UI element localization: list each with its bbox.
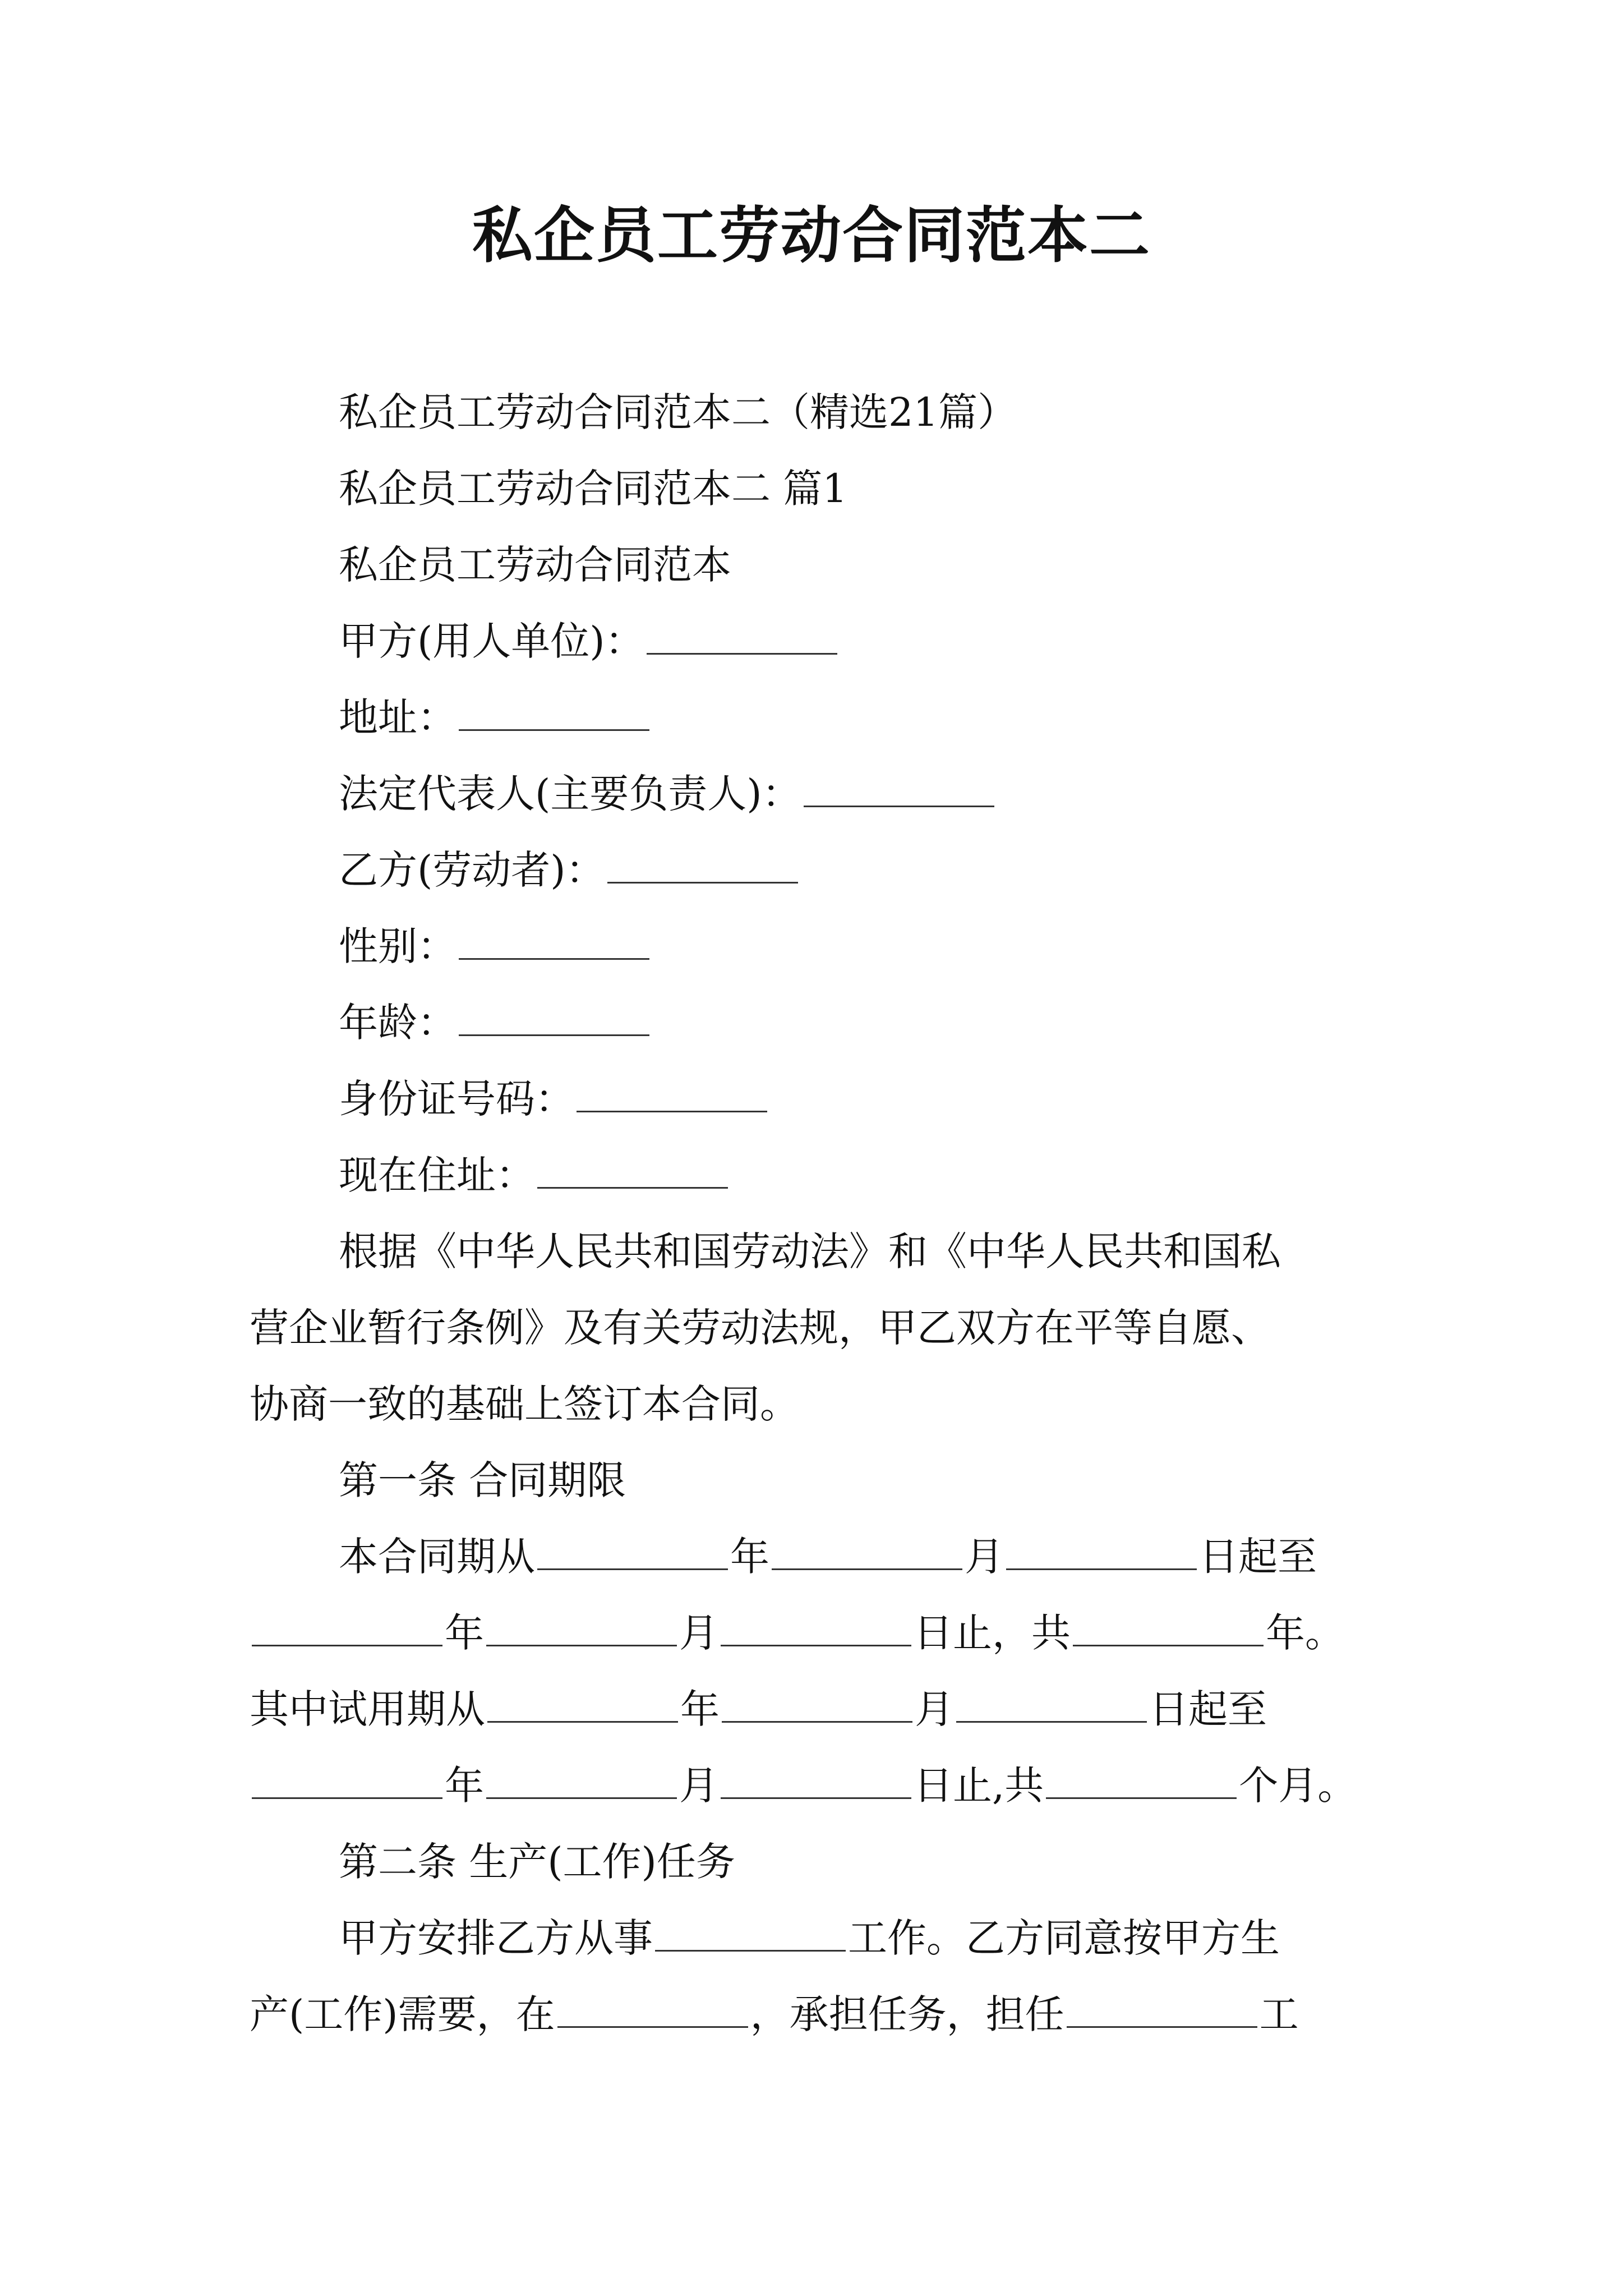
legal-rep-label: 法定代表人(主要负责人)： xyxy=(339,771,801,817)
article-2-heading: 第二条 生产(工作)任务 xyxy=(339,1839,735,1885)
total-years-blank[interactable] xyxy=(1073,1611,1264,1646)
party-a-label: 甲方(用人单位)： xyxy=(339,618,644,664)
job-type-blank[interactable] xyxy=(655,1916,846,1952)
legal-rep-blank[interactable] xyxy=(804,772,994,807)
article-2-line-2 xyxy=(250,1989,1299,2040)
party-a-field xyxy=(339,616,840,666)
work-text: 工 xyxy=(1259,1991,1299,2037)
article-2-line-1 xyxy=(339,1913,1280,1963)
month-text: 月 xyxy=(915,1686,954,1732)
article-1-line-3 xyxy=(250,1684,1267,1734)
probation-start-text: 其中试用期从 xyxy=(250,1686,485,1732)
probation-end-month-blank[interactable] xyxy=(486,1764,677,1799)
article-1-line-2 xyxy=(250,1608,1344,1658)
contract-name: 私企员工劳动合同范本 xyxy=(339,542,731,588)
party-b-label: 乙方(劳动者)： xyxy=(339,847,605,893)
work-location-blank[interactable] xyxy=(557,1993,748,2028)
age-label: 年龄： xyxy=(339,1000,457,1046)
day-from-text: 日起至 xyxy=(1199,1534,1317,1580)
year-text: 年 xyxy=(730,1534,769,1580)
assignment-text: 甲方安排乙方从事 xyxy=(339,1915,653,1961)
term-start-text: 本合同期从 xyxy=(339,1534,535,1580)
probation-end-year-blank[interactable] xyxy=(252,1764,442,1799)
id-number-label: 身份证号码： xyxy=(339,1076,574,1122)
start-month-blank[interactable] xyxy=(772,1535,962,1570)
article-1-line-1 xyxy=(339,1531,1317,1582)
document-title: 私企员工劳动合同范本二 xyxy=(472,200,1151,271)
address-label: 地址： xyxy=(339,694,457,740)
id-number-field xyxy=(339,1074,769,1124)
assignment-text-2: 工作。乙方同意按甲方生 xyxy=(848,1915,1280,1961)
year-text: 年 xyxy=(445,1763,484,1809)
month-text: 月 xyxy=(679,1610,718,1656)
gender-blank[interactable] xyxy=(459,924,649,960)
document-subtitle: 私企员工劳动合同范本二（精选21篇） xyxy=(339,389,1017,435)
gender-label: 性别： xyxy=(339,923,457,969)
end-day-blank[interactable] xyxy=(721,1611,911,1646)
preamble-line-1: 根据《中华人民共和国劳动法》和《中华人民共和国私 xyxy=(339,1228,1281,1274)
party-b-field xyxy=(339,845,800,895)
preamble-line-2: 营企业暂行条例》及有关劳动法规，甲乙双方在平等自愿、 xyxy=(250,1305,1270,1351)
id-number-blank[interactable] xyxy=(577,1077,767,1112)
address-blank[interactable] xyxy=(459,696,649,731)
party-b-blank[interactable] xyxy=(607,848,798,884)
task-text: ，承担任务，担任 xyxy=(750,1991,1064,2037)
months-end-text: 个月。 xyxy=(1239,1763,1357,1809)
current-address-field xyxy=(339,1150,730,1200)
year-text: 年 xyxy=(445,1610,484,1656)
probation-start-year-blank[interactable] xyxy=(487,1687,678,1723)
month-text: 月 xyxy=(965,1534,1004,1580)
gender-field xyxy=(339,921,652,972)
preamble-line-3: 协商一致的基础上签订本合同。 xyxy=(250,1381,799,1427)
start-year-blank[interactable] xyxy=(537,1535,728,1570)
section-heading: 私企员工劳动合同范本二 篇1 xyxy=(339,466,847,512)
probation-start-day-blank[interactable] xyxy=(956,1687,1147,1723)
age-field xyxy=(339,997,652,1048)
article-1-heading: 第一条 合同期限 xyxy=(339,1457,626,1503)
address-field xyxy=(339,692,652,743)
year-text: 年 xyxy=(680,1686,720,1732)
month-text: 月 xyxy=(679,1763,718,1809)
end-month-blank[interactable] xyxy=(486,1611,677,1646)
party-a-blank[interactable] xyxy=(647,619,837,655)
probation-end-day-blank[interactable] xyxy=(721,1764,911,1799)
probation-months-blank[interactable] xyxy=(1046,1764,1237,1799)
legal-rep-field xyxy=(339,769,997,819)
end-year-blank[interactable] xyxy=(252,1611,442,1646)
probation-start-month-blank[interactable] xyxy=(722,1687,912,1723)
article-1-line-4 xyxy=(250,1760,1357,1811)
day-until-text: 日止,共 xyxy=(914,1763,1044,1809)
start-day-blank[interactable] xyxy=(1006,1535,1197,1570)
day-from-text: 日起至 xyxy=(1149,1686,1267,1732)
year-end-text: 年。 xyxy=(1266,1610,1344,1656)
day-until-text: 日止，共 xyxy=(914,1610,1071,1656)
production-text: 产(工作)需要，在 xyxy=(250,1991,555,2037)
current-address-blank[interactable] xyxy=(537,1153,728,1189)
age-blank[interactable] xyxy=(459,1001,649,1036)
current-address-label: 现在住址： xyxy=(339,1152,535,1198)
position-blank[interactable] xyxy=(1067,1993,1257,2028)
